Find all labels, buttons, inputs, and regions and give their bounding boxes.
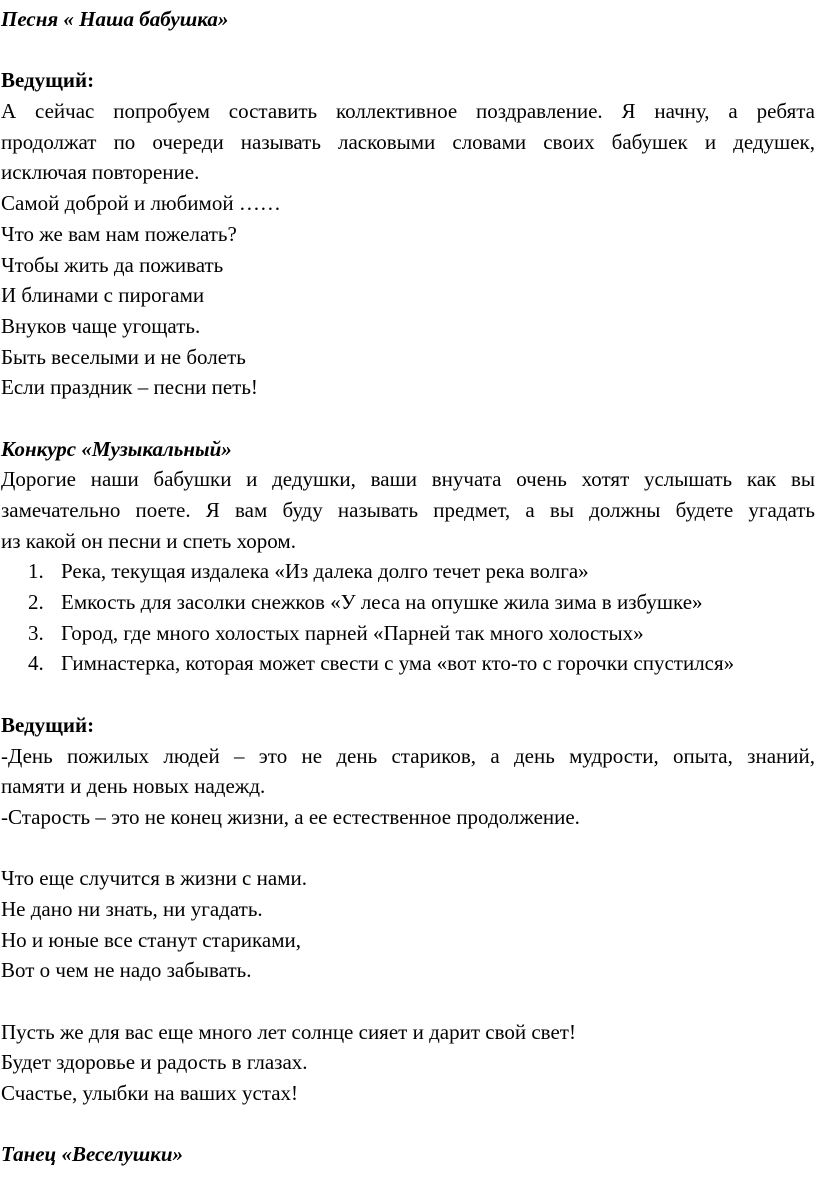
list-item-number: 4. (28, 651, 44, 676)
contest-list-item (1, 587, 816, 618)
host-speech-line: -День пожилых людей – это не день стариков, а день мудрости, опыта, знаний, (1, 743, 815, 768)
contest-intro-line: из какой он песни и спеть хором. (1, 528, 296, 553)
list-item-number: 1. (28, 559, 44, 584)
spacer (1, 403, 816, 434)
dance-title: Танец «Веселушки» (1, 1142, 184, 1167)
list-item-number: 3. (28, 620, 44, 645)
contest-title: Конкурс «Музыкальный» (1, 436, 232, 461)
song-title: Песня « Наша бабушка» (1, 7, 229, 31)
contest-intro-line: замечательно поете. Я вам буду называть предмет, а вы должны будете угадать (1, 498, 815, 522)
host-speech-line: памяти и день новых надежд. (1, 774, 266, 799)
spacer (1, 679, 816, 710)
verse-line: Но и юные все станут стариками, (1, 927, 301, 952)
verse-line: Пусть же для вас еще много лет солнце сияет и дарит свой свет! (1, 1019, 576, 1044)
poem-line: Внуков чаще угощать. (1, 313, 201, 338)
poem-line: Что же вам нам пожелать? (1, 221, 237, 246)
spacer (1, 35, 816, 66)
contest-list-item (1, 648, 816, 679)
spacer (1, 833, 816, 864)
host-intro-line: продолжат по очереди называть ласковыми словами своих бабушек и дедушек, (1, 129, 815, 154)
poem-line: Самой доброй и любимой …… (1, 191, 281, 216)
contest-intro-line: Дорогие наши бабушки и дедушки, ваши внучата очень хотят услышать как вы (1, 467, 815, 492)
list-item-text: Гимнастерка, которая может свести с ума «вот кто-то с горочки спустился» (61, 651, 735, 676)
list-item-text: Емкость для засолки снежков «У леса на опушке жила зима в избушке» (61, 590, 703, 615)
verse-line: Будет здоровье и радость в глазах. (1, 1050, 308, 1075)
verse-line: Вот о чем не надо забывать. (1, 958, 252, 983)
list-item-number: 2. (28, 590, 44, 615)
list-item-text: Река, текущая издалека «Из далека долго течет река волга» (61, 559, 589, 584)
verse-line: Что еще случится в жизни с нами. (1, 866, 307, 891)
host-intro-line: исключая повторение. (1, 160, 200, 185)
poem-line: Быть веселыми и не болеть (1, 344, 246, 369)
host-speech-line: -Старость – это не конец жизни, а ее естественное продолжение. (1, 804, 580, 829)
poem-line: Если праздник – песни петь! (1, 375, 258, 400)
contest-list-item (1, 556, 816, 587)
verse-line: Не дано ни знать, ни угадать. (1, 896, 263, 921)
spacer (1, 1109, 816, 1140)
list-item-text: Город, где много холостых парней «Парней так много холостых» (61, 620, 644, 645)
poem-line: И блинами с пирогами (1, 283, 205, 308)
contest-list-item (1, 618, 816, 649)
spacer (1, 986, 816, 1017)
host-label: Ведущий: (1, 712, 95, 737)
host-label: Ведущий: (1, 68, 95, 93)
poem-line: Чтобы жить да поживать (1, 252, 224, 277)
host-intro-line: А сейчас попробуем составить коллективное поздравление. Я начну, а ребята (1, 99, 815, 124)
verse-line: Счастье, улыбки на ваших устах! (1, 1081, 299, 1106)
